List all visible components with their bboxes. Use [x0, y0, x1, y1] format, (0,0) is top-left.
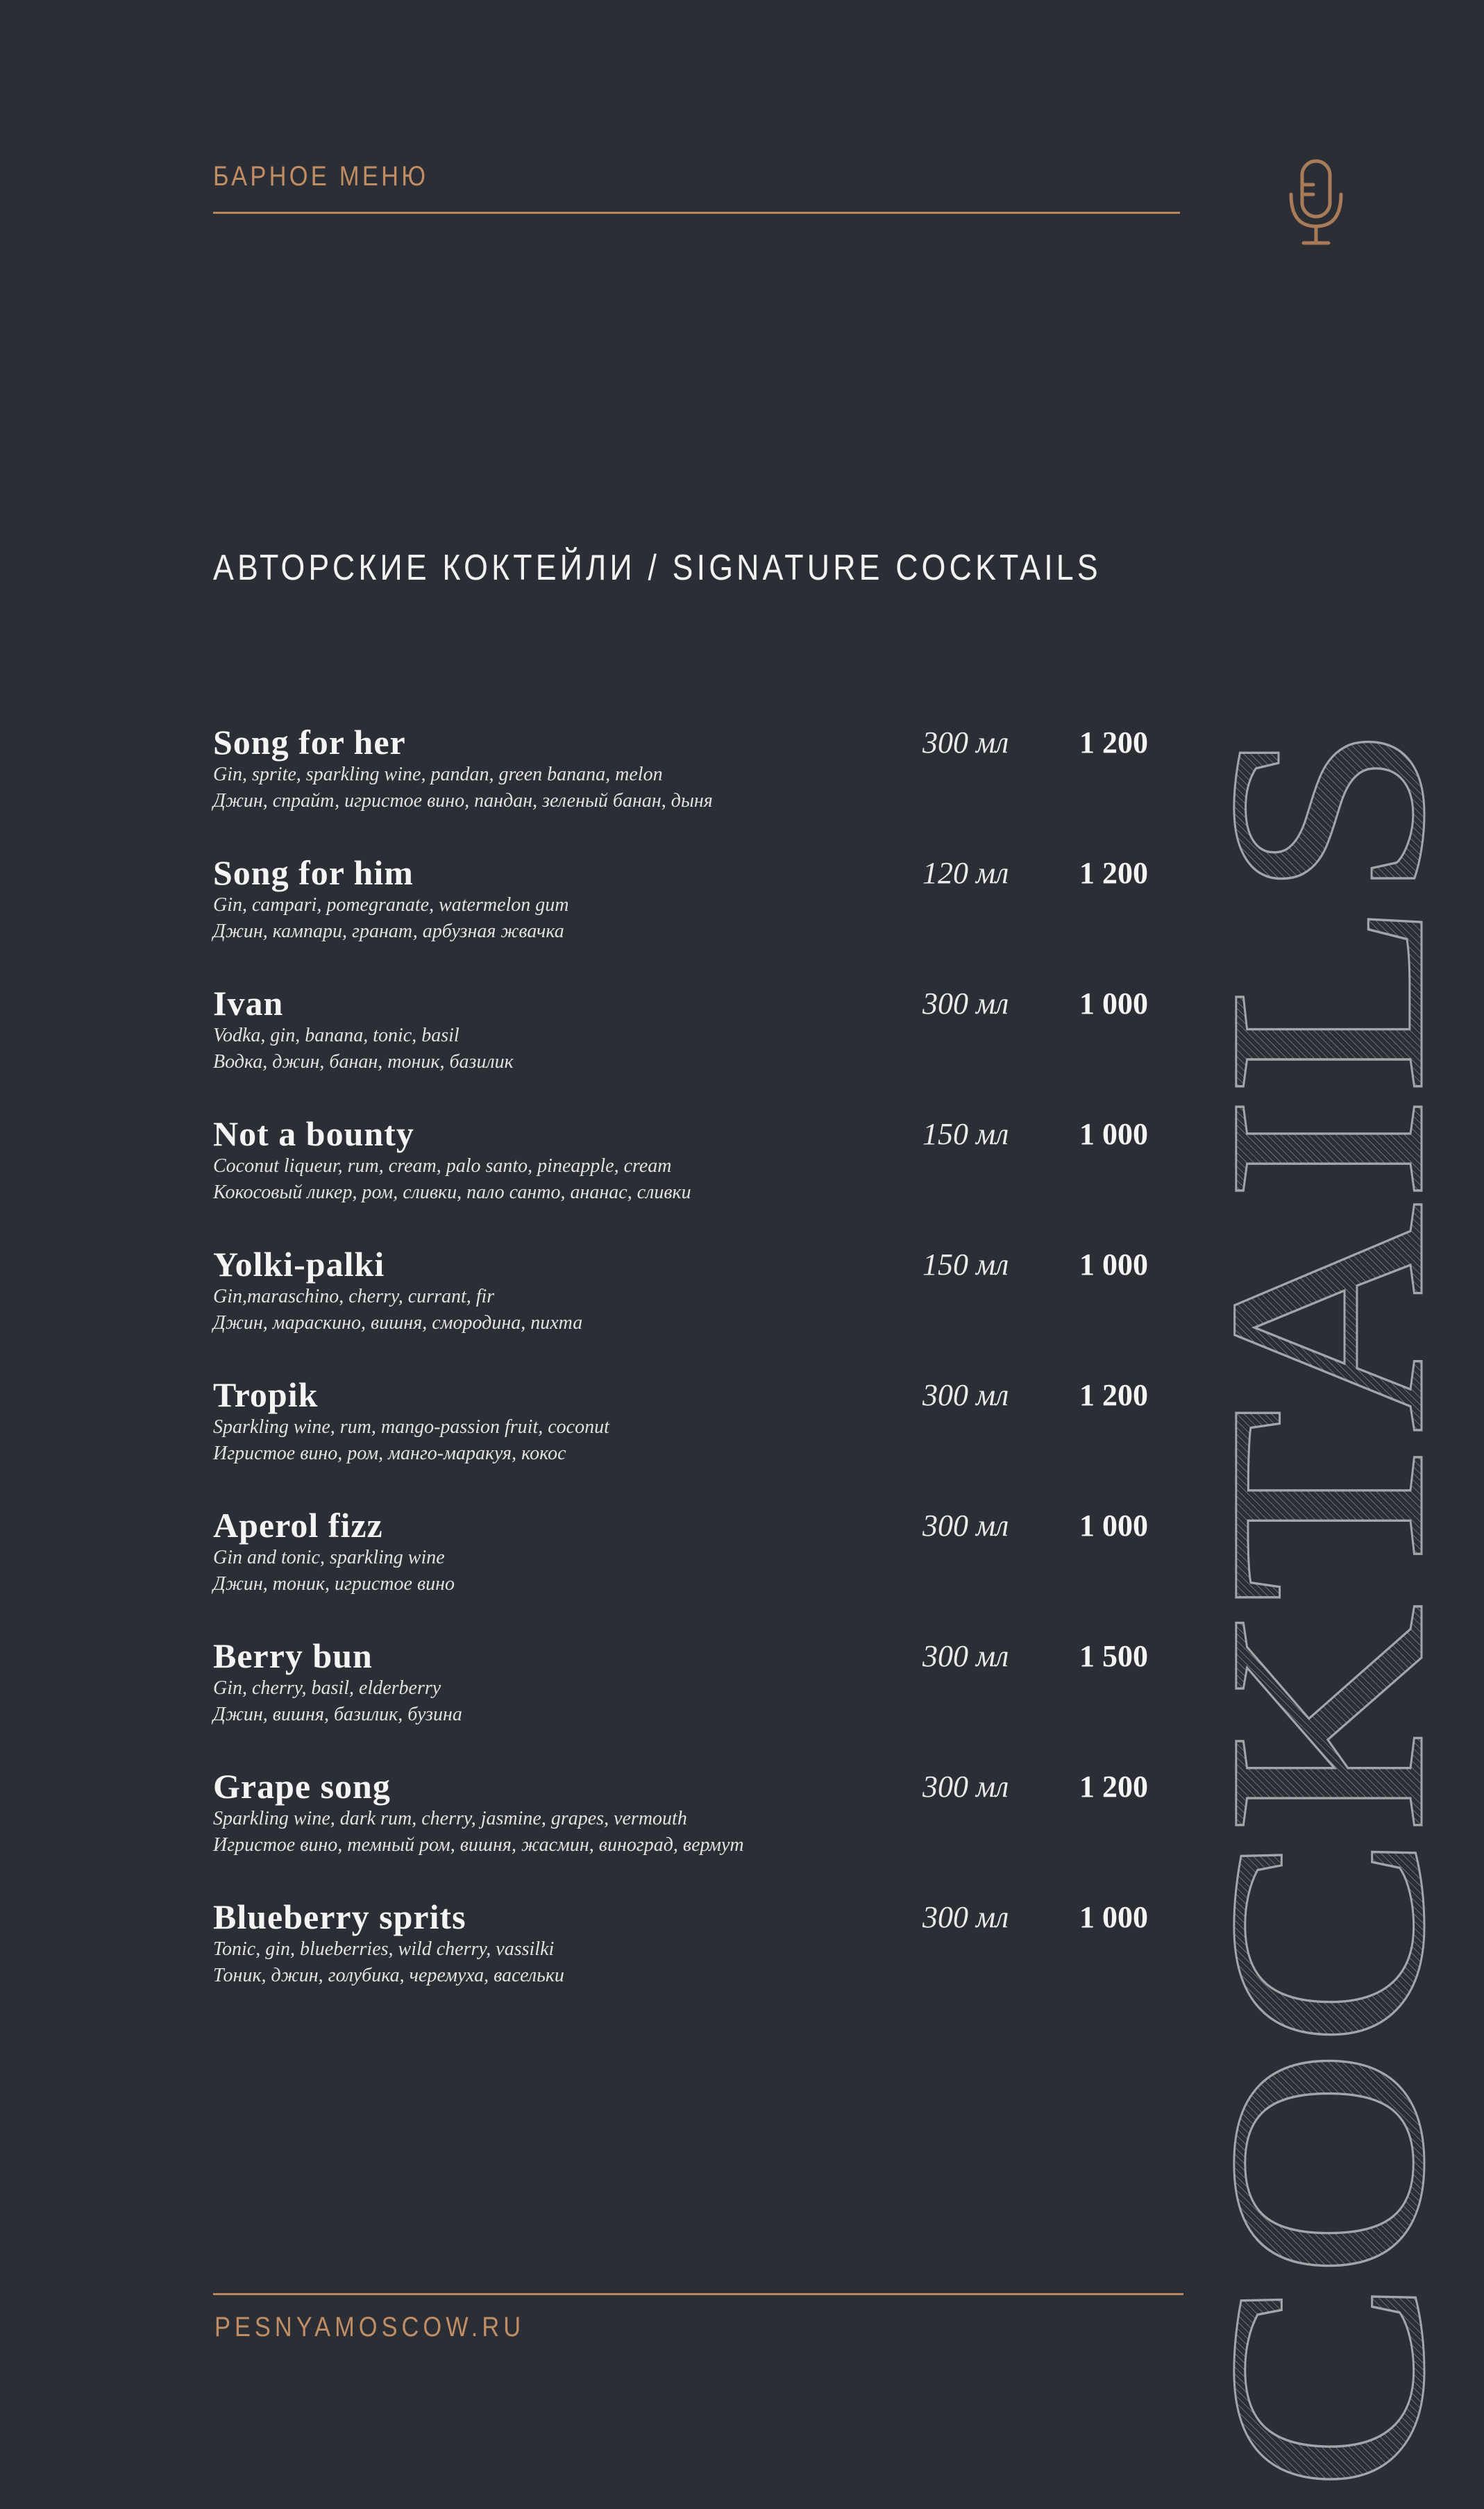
item-description-ru: Игристое вино, темный ром, вишня, жасмин, виноград, вермут — [213, 1834, 744, 1856]
item-description-ru: Джин, мараскино, вишня, смородина, пихта — [213, 1312, 583, 1334]
item-description-en: Sparkling wine, rum, mango-passion fruit, coconut — [213, 1416, 609, 1438]
menu-item — [213, 1244, 1185, 1375]
item-description-en: Sparkling wine, dark rum, cherry, jasmine, grapes, vermouth — [213, 1808, 687, 1829]
item-price: 1 500 — [1079, 1639, 1148, 1673]
item-price: 1 000 — [1079, 987, 1148, 1021]
item-name: Song for her — [213, 723, 406, 762]
item-volume: 150 мл — [922, 1248, 1009, 1282]
website-link[interactable]: PESNYAMOSCOW.RU — [214, 2312, 525, 2342]
cocktails-vertical-word — [1170, 715, 1483, 2499]
item-description-en: Gin, campari, pomegranate, watermelon gum — [213, 894, 569, 916]
item-name: Blueberry sprits — [213, 1897, 466, 1936]
item-description-en: Gin and tonic, sparkling wine — [213, 1547, 445, 1568]
item-description-ru: Джин, спрайт, игристое вино, пандан, зеленый банан, дыня — [213, 790, 713, 812]
item-volume: 300 мл — [922, 1770, 1009, 1804]
item-volume: 300 мл — [922, 1639, 1009, 1673]
item-price: 1 200 — [1079, 1770, 1148, 1804]
item-name: Not a bounty — [213, 1114, 414, 1153]
item-volume: 300 мл — [922, 725, 1009, 760]
menu-item — [213, 1636, 1185, 1766]
item-description-en: Coconut liqueur, rum, cream, palo santo, pineapple, cream — [213, 1155, 672, 1177]
menu-item — [213, 1897, 1185, 2027]
item-description-en: Gin, sprite, sparkling wine, pandan, green banana, melon — [213, 764, 663, 785]
item-price: 1 200 — [1079, 856, 1148, 890]
section-title: АВТОРСКИЕ КОКТЕЙЛИ / SIGNATURE COCKTAILS — [213, 548, 1102, 588]
item-name: Ivan — [213, 984, 284, 1023]
item-description-en: Vodka, gin, banana, tonic, basil — [213, 1025, 459, 1046]
item-description-ru: Кокосовый ликер, ром, сливки, пало санто, ананас, сливки — [213, 1182, 691, 1203]
item-price: 1 000 — [1079, 1509, 1148, 1543]
microphone-icon — [1285, 158, 1347, 249]
item-name: Aperol fizz — [213, 1506, 383, 1545]
item-name: Tropik — [213, 1375, 319, 1414]
item-description-ru: Джин, вишня, базилик, бузина — [213, 1704, 462, 1725]
item-price: 1 200 — [1079, 725, 1148, 760]
item-description-en: Tonic, gin, blueberries, wild cherry, vassilki — [213, 1938, 555, 1960]
item-description-ru: Джин, тоник, игристое вино — [213, 1573, 455, 1595]
item-name: Yolki-palki — [213, 1245, 385, 1284]
menu-item — [213, 853, 1185, 983]
header-divider — [213, 212, 1180, 214]
menu-item — [213, 1375, 1185, 1505]
item-volume: 300 мл — [922, 1378, 1009, 1412]
item-volume: 150 мл — [922, 1117, 1009, 1151]
item-name: Grape song — [213, 1767, 391, 1806]
item-price: 1 000 — [1079, 1117, 1148, 1151]
item-price: 1 000 — [1079, 1900, 1148, 1934]
item-description-ru: Игристое вино, ром, манго-маракуя, кокос — [213, 1443, 566, 1464]
menu-item — [213, 1114, 1185, 1244]
item-price: 1 200 — [1079, 1378, 1148, 1412]
item-volume: 300 мл — [922, 987, 1009, 1021]
menu-item — [213, 983, 1185, 1114]
vertical-word-text: COCKTAILS — [1170, 925, 1483, 2492]
item-description-ru: Джин, кампари, гранат, арбузная жвачка — [213, 921, 564, 942]
footer-divider — [213, 2293, 1183, 2295]
item-price: 1 000 — [1079, 1248, 1148, 1282]
item-description-en: Gin,maraschino, cherry, currant, fir — [213, 1286, 495, 1307]
bar-menu-label: БАРНОЕ МЕНЮ — [213, 161, 429, 192]
item-description-en: Gin, cherry, basil, elderberry — [213, 1677, 441, 1699]
menu-item — [213, 1766, 1185, 1897]
menu-item — [213, 722, 1185, 853]
item-volume: 120 мл — [922, 856, 1009, 890]
cocktail-list — [213, 722, 1185, 2027]
item-name: Song for him — [213, 853, 414, 892]
item-volume: 300 мл — [922, 1900, 1009, 1934]
item-volume: 300 мл — [922, 1509, 1009, 1543]
item-name: Berry bun — [213, 1636, 373, 1675]
item-description-ru: Тоник, джин, голубика, черемуха, васельки — [213, 1965, 564, 1986]
item-description-ru: Водка, джин, банан, тоник, базилик — [213, 1051, 514, 1073]
menu-item — [213, 1505, 1185, 1636]
